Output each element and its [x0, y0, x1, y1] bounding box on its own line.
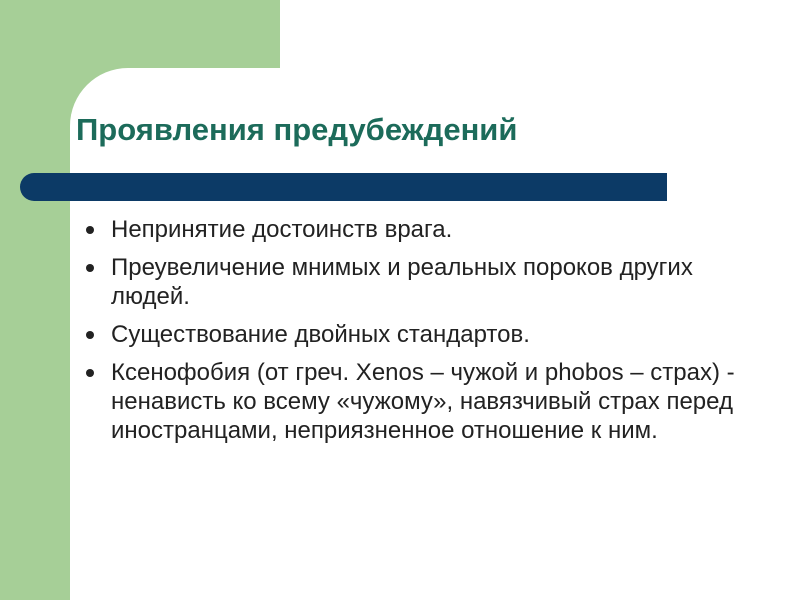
- bullet-item: [86, 358, 746, 445]
- bullet-text: Преувеличение мнимых и реальных пороков других людей.: [111, 254, 693, 310]
- bullet-item: [86, 320, 746, 349]
- bullet-text: Непринятие достоинств врага.: [111, 216, 453, 243]
- bullet-dot-icon: [86, 331, 94, 339]
- bullet-dot-icon: [86, 264, 94, 272]
- title-underline-bar: [20, 173, 667, 201]
- bullet-text: Ксенофобия (от греч. Xenos – чужой и phobos – страх) - ненависть ко всему «чужому», навязчивый страх перед иностранцами, неприязненное отношение к ним.: [111, 359, 735, 444]
- slide-title: Проявления предубеждений: [76, 112, 518, 147]
- bullet-item: [86, 253, 746, 311]
- bullet-dot-icon: [86, 369, 94, 377]
- bullet-dot-icon: [86, 226, 94, 234]
- bullet-text: Существование двойных стандартов.: [111, 321, 530, 348]
- bullet-item: [86, 215, 746, 244]
- bullet-list: [86, 215, 746, 454]
